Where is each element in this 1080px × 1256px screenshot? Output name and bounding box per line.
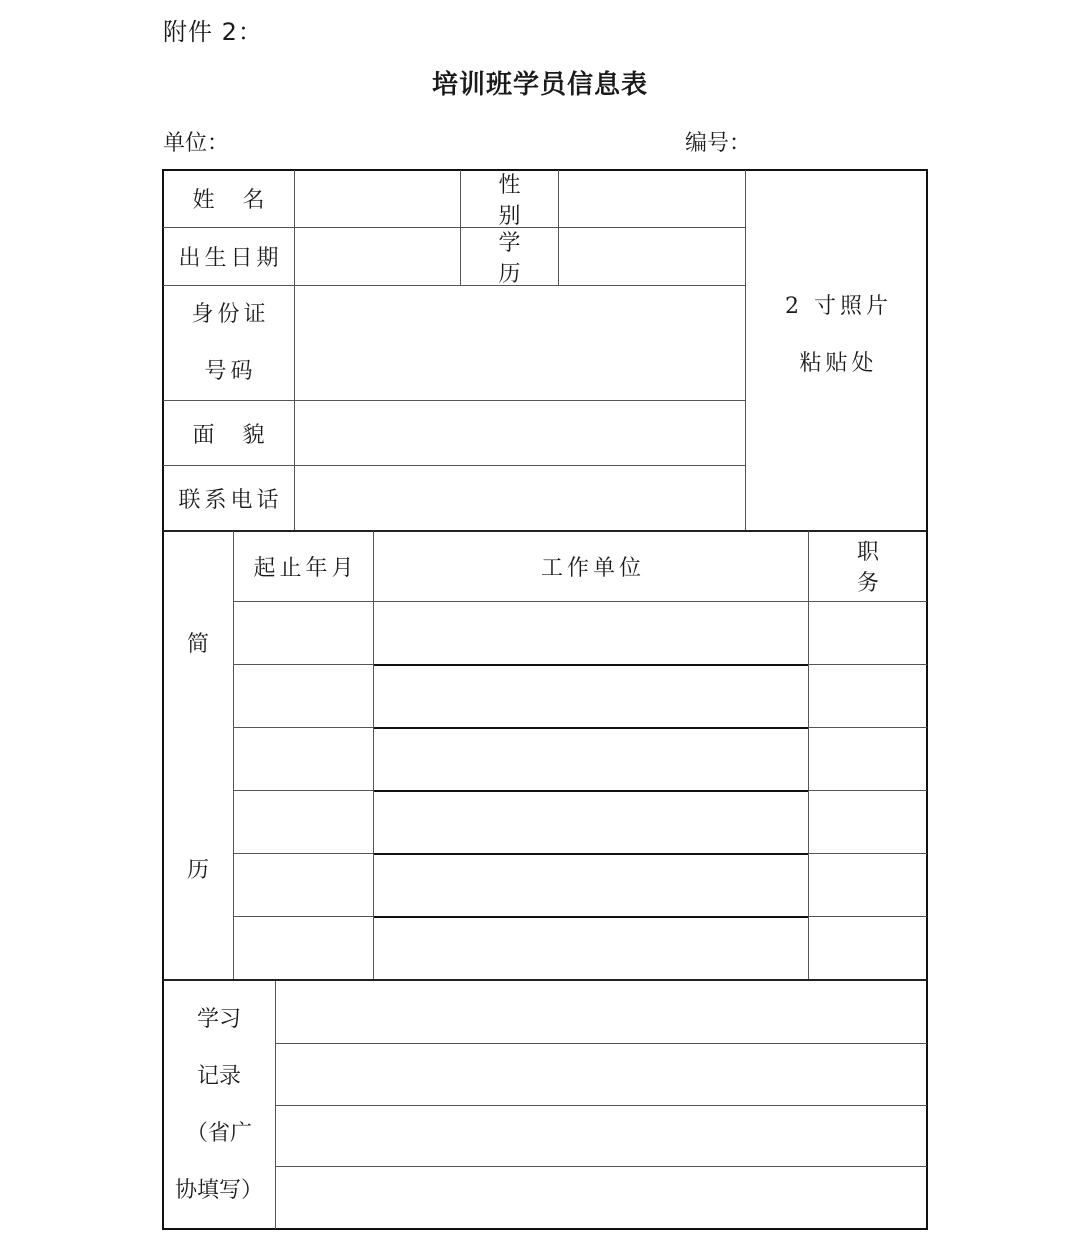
phone-input[interactable]: [295, 467, 745, 530]
resume-side-label-bottom: 历: [186, 857, 209, 883]
section-divider: [163, 979, 927, 981]
position-input[interactable]: [810, 918, 927, 978]
study-record-label: [163, 990, 275, 1220]
employer-input[interactable]: [375, 918, 808, 978]
gender-input[interactable]: [559, 171, 745, 227]
study-label-line1: 学习: [196, 1007, 241, 1032]
column-header-position: 职务: [856, 540, 907, 596]
gender-label: 性别: [498, 172, 549, 229]
id-number-label-line1: 身份证: [191, 302, 270, 327]
study-record-input[interactable]: [276, 1106, 926, 1166]
position-input[interactable]: [810, 666, 927, 726]
study-record-input[interactable]: [276, 1167, 926, 1228]
political-status-input[interactable]: [295, 402, 745, 465]
birth-date-label: 出生日期: [178, 246, 283, 271]
study-label-line4: 协填写）: [174, 1178, 263, 1203]
number-label: 编号：: [685, 131, 752, 156]
name-label: 姓名: [192, 188, 293, 213]
photo-placeholder[interactable]: [746, 170, 927, 530]
study-record-input[interactable]: [276, 1044, 926, 1105]
position-input[interactable]: [810, 855, 927, 915]
study-label-line3: （省广: [185, 1121, 252, 1146]
photo-label-line2: 粘贴处: [799, 351, 878, 376]
study-record-input[interactable]: [276, 982, 926, 1043]
study-label-line2: 记录: [196, 1064, 241, 1089]
employer-input[interactable]: [375, 855, 808, 915]
column-header-period: 起止年月: [253, 555, 358, 581]
position-input[interactable]: [810, 792, 927, 852]
employer-input[interactable]: [375, 792, 808, 852]
employer-input[interactable]: [375, 603, 808, 663]
period-input[interactable]: [235, 792, 373, 852]
birth-date-input[interactable]: [295, 229, 460, 285]
name-input[interactable]: [295, 171, 460, 227]
row-divider: [234, 601, 927, 602]
position-input[interactable]: [810, 603, 927, 663]
attachment-label: 附件 2：: [163, 18, 263, 46]
period-input[interactable]: [235, 666, 373, 726]
unit-label: 单位：: [163, 131, 230, 156]
education-label: 学历: [498, 230, 549, 287]
position-input[interactable]: [810, 729, 927, 789]
id-number-label: [163, 286, 294, 400]
resume-side-label-top: 简: [186, 631, 209, 657]
employer-input[interactable]: [375, 729, 808, 789]
period-input[interactable]: [235, 855, 373, 915]
phone-label: 联系电话: [178, 487, 283, 513]
political-status-label: 面貌: [192, 422, 293, 448]
period-input[interactable]: [235, 918, 373, 978]
period-input[interactable]: [235, 729, 373, 789]
id-number-label-line2: 号码: [204, 359, 257, 384]
period-input[interactable]: [235, 603, 373, 663]
page-title: 培训班学员信息表: [431, 70, 648, 100]
column-header-employer: 工作单位: [540, 555, 645, 581]
employer-input[interactable]: [375, 666, 808, 726]
id-number-input[interactable]: [295, 287, 745, 400]
education-input[interactable]: [559, 229, 745, 285]
photo-label-line1: 2 寸照片: [785, 294, 892, 319]
